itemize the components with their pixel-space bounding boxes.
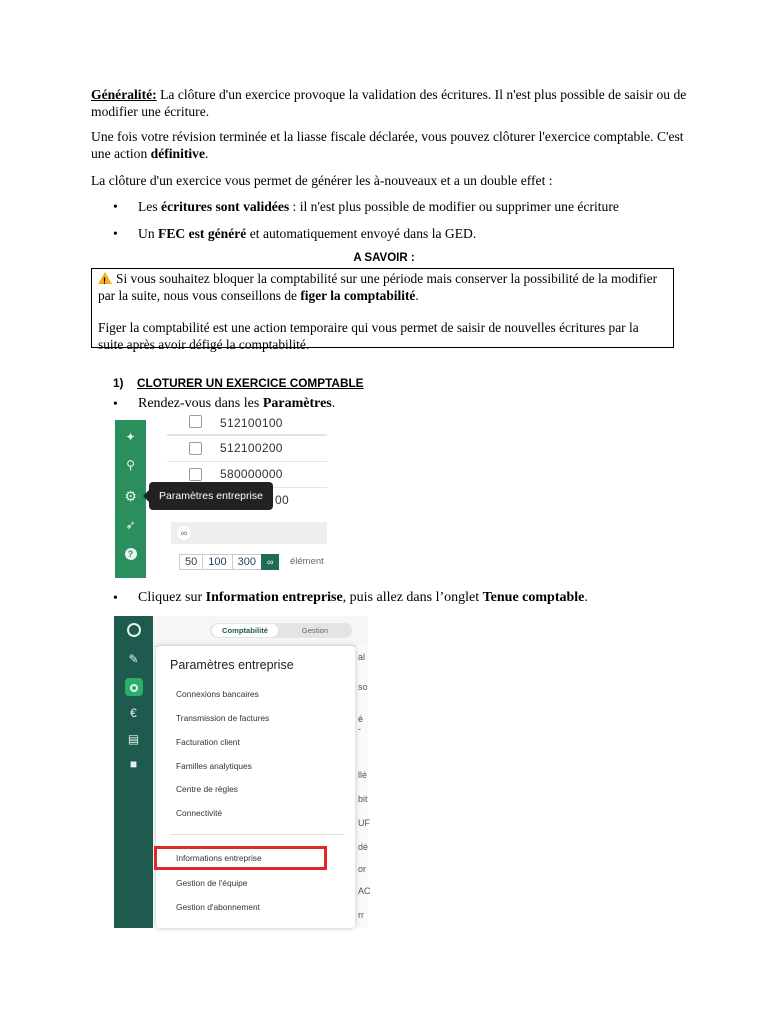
page-size-50[interactable]: 50 — [179, 554, 203, 570]
section-title: CLOTURER UN EXERCICE COMPTABLE — [137, 376, 364, 390]
step-bold: Tenue comptable — [482, 590, 585, 605]
notice-line-2: Figer la comptabilité est une action temporaire qui vous permet de saisir de nouvelles écritures par la suite après avoir défigé la comptabilité. — [98, 320, 639, 352]
bg-fragment: or — [358, 864, 367, 874]
gear-icon[interactable]: ⚙ — [124, 488, 137, 504]
period: . — [415, 287, 419, 303]
rocket-icon[interactable]: ➶ — [125, 518, 136, 532]
menu-title: Paramètres entreprise — [170, 658, 294, 672]
bullet-icon: • — [113, 199, 118, 214]
step-text: Rendez-vous dans les — [138, 396, 263, 411]
menu-item-transmission[interactable]: Transmission de factures — [176, 713, 270, 723]
generalite-label: Généralité: — [91, 87, 157, 102]
period: . — [205, 146, 209, 161]
revision-paragraph — [91, 128, 691, 162]
definitive-word: définitive — [150, 146, 206, 161]
period: . — [331, 396, 336, 411]
step-text: , puis allez dans l’onglet — [342, 590, 483, 605]
notice-line-1 — [98, 271, 667, 304]
row-checkbox[interactable] — [189, 442, 202, 455]
top-bar — [153, 616, 368, 647]
effect-text: et automatiquement envoyé dans la GED. — [246, 226, 477, 241]
menu-item-connectivite[interactable]: Connectivité — [176, 808, 223, 818]
bullet-icon: • — [113, 396, 118, 411]
account-number: 512100100 — [220, 416, 283, 430]
tooltip-parametres: Paramètres entreprise — [149, 482, 273, 510]
warning-icon — [98, 272, 112, 284]
double-effect-paragraph: La clôture d'un exercice vous permet de générer les à-nouveaux et a un double effet : — [91, 173, 553, 188]
effect-text: Les — [138, 199, 162, 214]
menu-item-equipe[interactable]: Gestion de l'équipe — [176, 878, 248, 888]
infinity-chip[interactable]: ∞ — [177, 526, 191, 540]
effect-bold: FEC est généré — [158, 226, 247, 241]
step-bold: Paramètres — [262, 396, 332, 411]
effect-text: Un — [138, 226, 159, 241]
revision-text: Une fois votre révision terminée et la liasse fiscale déclarée, vous pouvez clôturer l'exercice comptable. C'est une action — [91, 129, 684, 161]
screenshot-parametres — [115, 416, 328, 578]
pagination — [179, 554, 278, 570]
menu-item-connexions[interactable]: Connexions bancaires — [176, 689, 259, 699]
bg-fragment: al — [358, 652, 366, 662]
sidebar-rail — [114, 616, 153, 928]
notice-box — [91, 268, 674, 352]
page-size-100[interactable]: 100 — [202, 554, 232, 570]
page-size-300[interactable]: 300 — [232, 554, 262, 570]
settings-menu — [156, 646, 355, 928]
figer-bold: figer la comptabilité — [300, 287, 416, 303]
tab-switch — [210, 623, 352, 638]
help-icon[interactable]: ? — [115, 546, 146, 560]
tab-comptabilite[interactable]: Comptabilité — [212, 624, 278, 637]
effect-text: : il n'est plus possible de modifier ou supprimer une écriture — [289, 199, 619, 214]
account-number: 580000000 — [220, 467, 283, 481]
highlight-box — [154, 846, 327, 870]
row-checkbox[interactable] — [189, 468, 202, 481]
row-checkbox[interactable] — [189, 415, 202, 428]
generalite-text: La clôture d'un exercice provoque la validation des écritures. Il n'est plus possible de saisir ou de modifier une écriture. — [91, 87, 687, 119]
bullet-icon: • — [113, 226, 118, 241]
bg-fragment: é - — [358, 714, 364, 734]
notice-text: Si vous souhaitez bloquer la comptabilité sur une période mais conserver la possibilité de la modifier par la suite, nous vous conseillons de — [98, 271, 658, 303]
pencil-icon[interactable]: ✎ — [128, 652, 139, 666]
page-size-all[interactable]: ∞ — [261, 554, 279, 570]
bg-fragment: llé — [358, 770, 368, 780]
sparkle-icon[interactable]: ✦ — [125, 430, 136, 444]
infinity-row — [171, 522, 327, 544]
bg-fragment: AC — [358, 886, 371, 896]
sidebar-rail — [115, 420, 146, 578]
menu-item-regles[interactable]: Centre de règles — [176, 784, 238, 794]
bg-fragment: rr — [358, 910, 364, 920]
bg-fragment: so — [358, 682, 368, 692]
a-savoir-heading: A SAVOIR : — [353, 252, 415, 264]
book-icon[interactable]: ▤ — [127, 732, 140, 746]
bullet-icon: • — [113, 590, 118, 605]
bg-fragment: dé — [358, 842, 369, 852]
menu-item-abonnement[interactable]: Gestion d'abonnement — [176, 902, 261, 912]
tab-gestion[interactable]: Gestion — [301, 626, 329, 635]
menu-item-informations[interactable]: Informations entreprise — [176, 853, 262, 863]
screenshot-menu — [114, 616, 371, 928]
menu-divider — [170, 834, 345, 835]
logo-icon[interactable] — [114, 623, 153, 640]
settings-icon[interactable] — [114, 678, 153, 696]
effect-bold: écritures sont validées — [161, 199, 290, 214]
bg-fragment: bit — [358, 794, 368, 804]
step-text: Cliquez sur — [138, 590, 206, 605]
element-label: élément — [290, 556, 324, 567]
account-number: 00 — [275, 493, 289, 507]
section-number: 1) — [113, 376, 124, 390]
menu-item-facturation[interactable]: Facturation client — [176, 737, 240, 747]
step-bold: Information entreprise — [205, 590, 343, 605]
euro-icon[interactable]: € — [130, 706, 137, 720]
generalite-paragraph — [91, 86, 691, 120]
search-icon[interactable]: ⚲ — [126, 458, 135, 472]
account-number: 512100200 — [220, 441, 283, 455]
menu-item-familles[interactable]: Familles analytiques — [176, 761, 252, 771]
folder-icon[interactable]: ■ — [129, 757, 138, 771]
bg-fragment: UF — [358, 818, 370, 828]
period: . — [584, 590, 588, 605]
